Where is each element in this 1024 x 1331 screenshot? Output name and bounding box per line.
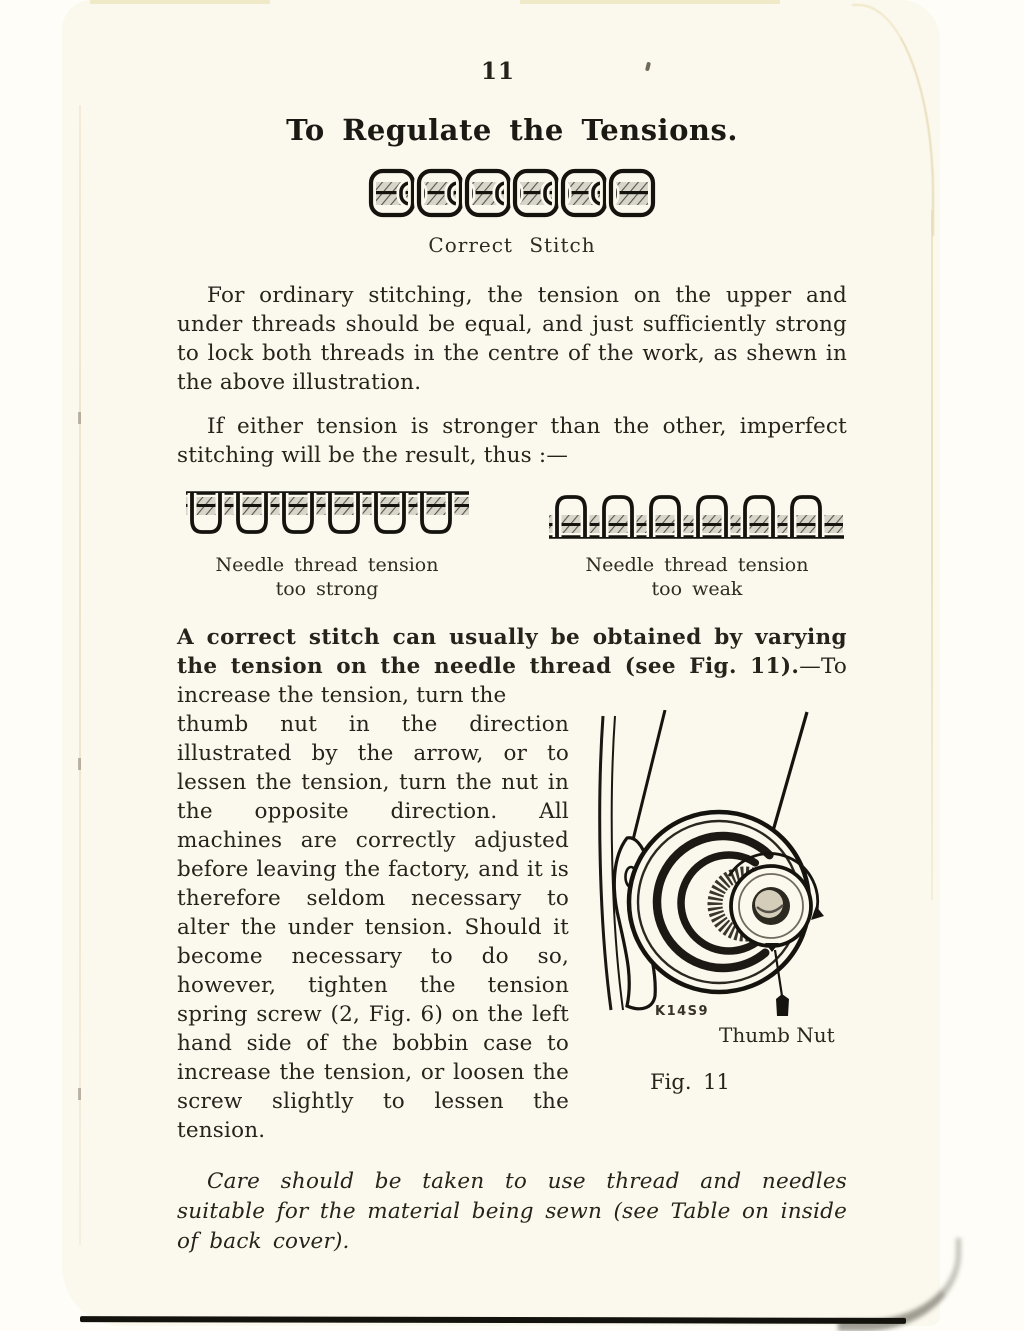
- page-content: [177, 0, 847, 1257]
- too-strong-figure: [177, 486, 477, 601]
- direction-arrow-head: [811, 906, 824, 920]
- correct-stitch-caption: Correct Stitch: [428, 233, 596, 257]
- too-strong-illustration: [184, 486, 471, 544]
- too-strong-caption-line2: too strong: [275, 578, 379, 600]
- thread-left: [633, 710, 665, 840]
- fig11-illustration: [569, 710, 847, 1022]
- too-weak-caption-line1: Needle thread tension: [585, 554, 809, 576]
- correct-stitch-figure: [177, 167, 847, 257]
- paragraph-care-note: Care should be taken to use thread and needles suitable for the material being sewn (see Table on inside of back cover).: [177, 1169, 847, 1254]
- too-weak-figure: [547, 486, 847, 601]
- too-weak-caption-line2: too weak: [651, 578, 743, 600]
- paragraph-correct-stitch-lead: [177, 623, 847, 710]
- paragraph-imperfect-stitching: If either tension is stronger than the other, imperfect stitching will be the result, thus :—: [177, 414, 847, 468]
- text-figure-columns: [177, 710, 847, 1145]
- too-strong-caption-line1: Needle thread tension: [215, 554, 439, 576]
- paragraph-ordinary-stitching: For ordinary stitching, the tension on the upper and under threads should be equal, and just sufficiently strong to lock both threads in the centre of the work, as shewn in the above illustration.: [177, 283, 847, 395]
- thread-right: [771, 712, 807, 838]
- wrap-text-column: [177, 710, 569, 1145]
- screw-dome: [755, 890, 783, 918]
- fig11-column: [569, 710, 847, 1145]
- too-weak-caption: [547, 553, 847, 601]
- page-title: To Regulate the Tensions.: [286, 113, 738, 147]
- page-right-edge: [931, 210, 933, 900]
- paragraph-thumb-nut: thumb nut in the direction illustrated by the arrow, or to lessen the tension, turn the nut in the opposite direction. All machines are correctly adjusted before leaving the factory, and it is therefore seldom necessary to alter the under tension. Should it become necessary to do so, however, tighten the tension spring screw (2, Fig. 6) on the left hand side of the bobbin case to increase the tension, or loosen the screw slightly to lessen the tension.: [177, 712, 569, 1143]
- fig11-plate-code: K14S9: [655, 1004, 710, 1019]
- thumb-nut-label: Thumb Nut: [719, 1023, 835, 1047]
- paragraph-correct-stitch-rest: —To increase the tension, turn the: [177, 654, 847, 708]
- screw-glyph: [776, 994, 789, 1016]
- edge-tick: [78, 412, 81, 424]
- page-left-edge: [79, 105, 81, 1245]
- paragraph-correct-stitch-bold: A correct stitch can usually be obtained by varying the tension on the needle thread (see Fig. 11).: [177, 625, 847, 679]
- edge-tick: [78, 1088, 81, 1100]
- imperfect-stitch-row: [177, 486, 847, 601]
- page-number: 11: [480, 58, 515, 85]
- guide-plate-line: [600, 716, 611, 1010]
- edge-tick: [78, 758, 81, 770]
- correct-stitch-illustration: [367, 167, 657, 219]
- too-strong-caption: [177, 553, 477, 601]
- fig11-caption: Fig. 11: [650, 1070, 730, 1094]
- too-weak-illustration: [547, 486, 847, 544]
